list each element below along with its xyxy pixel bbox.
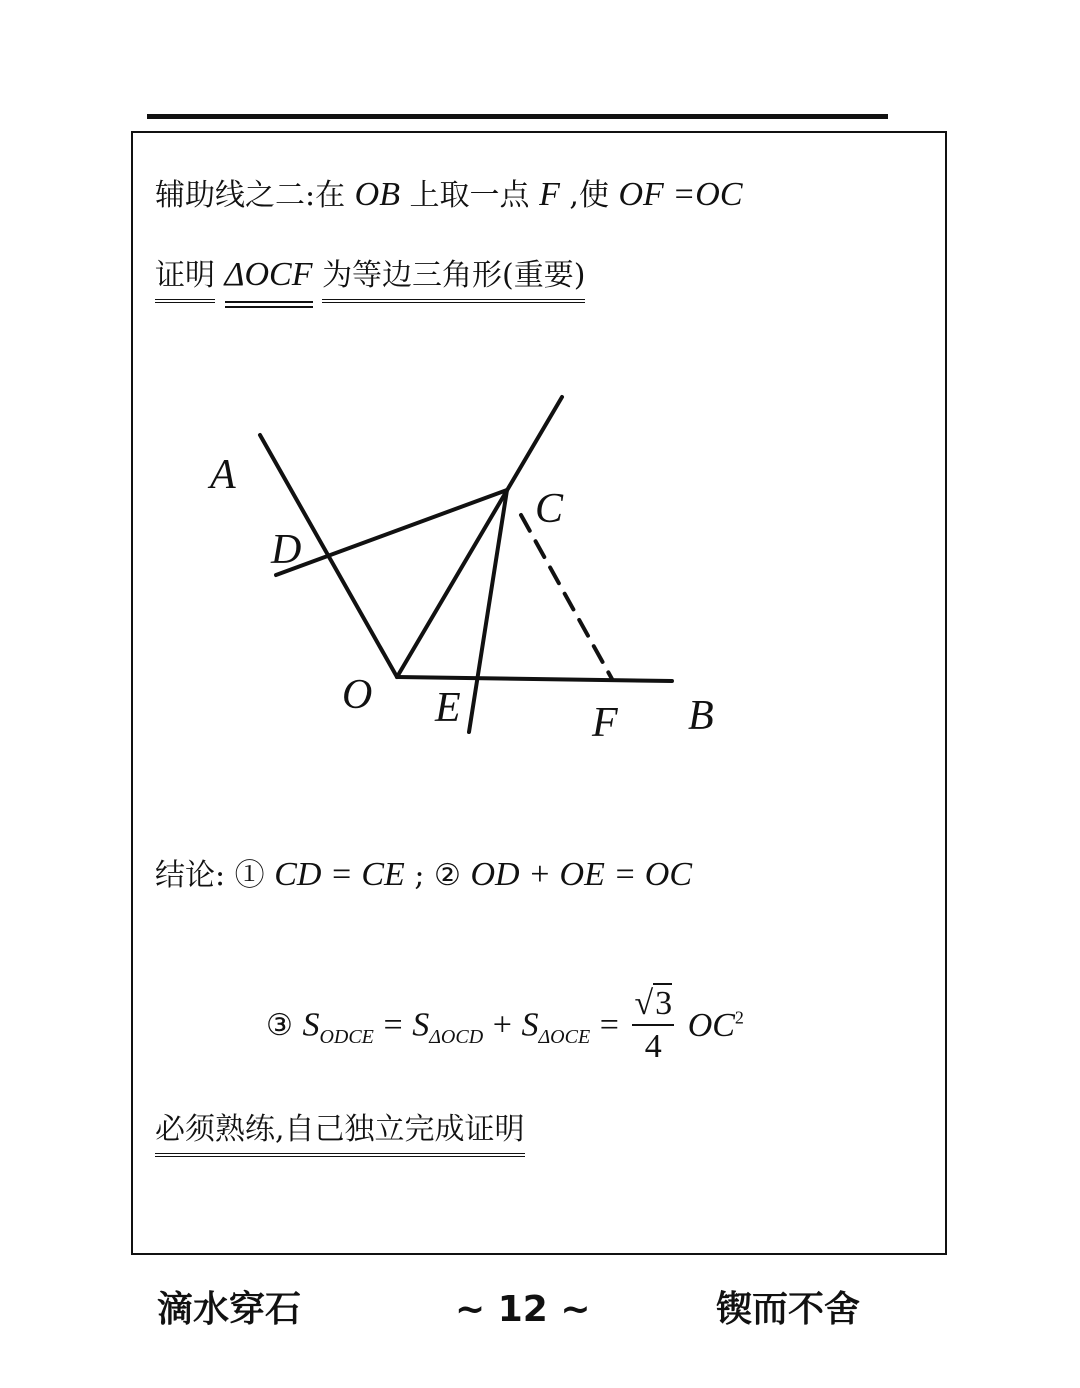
area-eq1: = xyxy=(383,1006,403,1044)
dashed-CF xyxy=(521,515,612,679)
item-separator: ; xyxy=(414,858,425,893)
item2-equation: OD + OE = OC xyxy=(470,856,693,893)
conclusion-label: 结论: xyxy=(155,858,226,893)
label-D: D xyxy=(271,527,302,573)
page-number: ~ 12 ~ xyxy=(455,1289,591,1330)
prove-label: 证明 xyxy=(155,258,215,303)
footer-right: 锲而不舍 xyxy=(716,1289,861,1330)
label-C: C xyxy=(535,486,564,532)
heading-equation: OF =OC xyxy=(618,176,743,213)
area-s3: S xyxy=(521,1006,539,1044)
heading-prefix: 辅助线之二:在 xyxy=(155,178,346,213)
heading-segment: OB xyxy=(354,176,400,213)
label-F: F xyxy=(592,700,618,746)
item1-number: ① xyxy=(234,858,265,893)
label-O: O xyxy=(342,672,373,718)
subheading-rest: 为等边三角形(重要) xyxy=(322,258,585,303)
heading-point: F xyxy=(539,176,560,213)
conclusion-line xyxy=(155,858,692,892)
area-sub2: ΔOCD xyxy=(429,1026,484,1049)
heading-comma: ,使 xyxy=(569,178,609,213)
sqrt-radicand: 3 xyxy=(655,985,673,1022)
label-E: E xyxy=(435,685,461,731)
ray-OB xyxy=(397,677,672,681)
area-s1: S xyxy=(302,1006,320,1044)
label-A: A xyxy=(210,452,236,498)
area-eq2: = xyxy=(599,1006,619,1044)
area-power: 2 xyxy=(734,1007,744,1028)
note-line xyxy=(155,1112,525,1147)
item2-number: ② xyxy=(434,858,461,893)
area-sub1: ODCE xyxy=(319,1026,374,1049)
practice-note: 必须熟练,自己独立完成证明 xyxy=(155,1112,525,1157)
area-fraction xyxy=(632,985,674,1066)
area-oc: OC xyxy=(687,1006,735,1044)
label-B: B xyxy=(688,693,714,739)
area-tail xyxy=(688,1007,744,1044)
heading-middle: 上取一点 xyxy=(409,178,530,213)
footer-left: 滴水穿石 xyxy=(157,1289,302,1330)
area-plus: + xyxy=(492,1006,512,1044)
area-formula xyxy=(266,985,744,1066)
item3-number: ③ xyxy=(266,1007,293,1043)
area-sub3: ΔOCE xyxy=(538,1026,591,1049)
item1-equation: CD = CE xyxy=(274,856,405,893)
line-OC xyxy=(397,397,562,677)
area-s2: S xyxy=(412,1006,430,1044)
fraction-numerator: √3 xyxy=(632,985,674,1026)
fraction-denominator: 4 xyxy=(644,1028,662,1066)
line-DC xyxy=(276,490,507,575)
triangle-label: ΔOCF xyxy=(225,256,313,308)
